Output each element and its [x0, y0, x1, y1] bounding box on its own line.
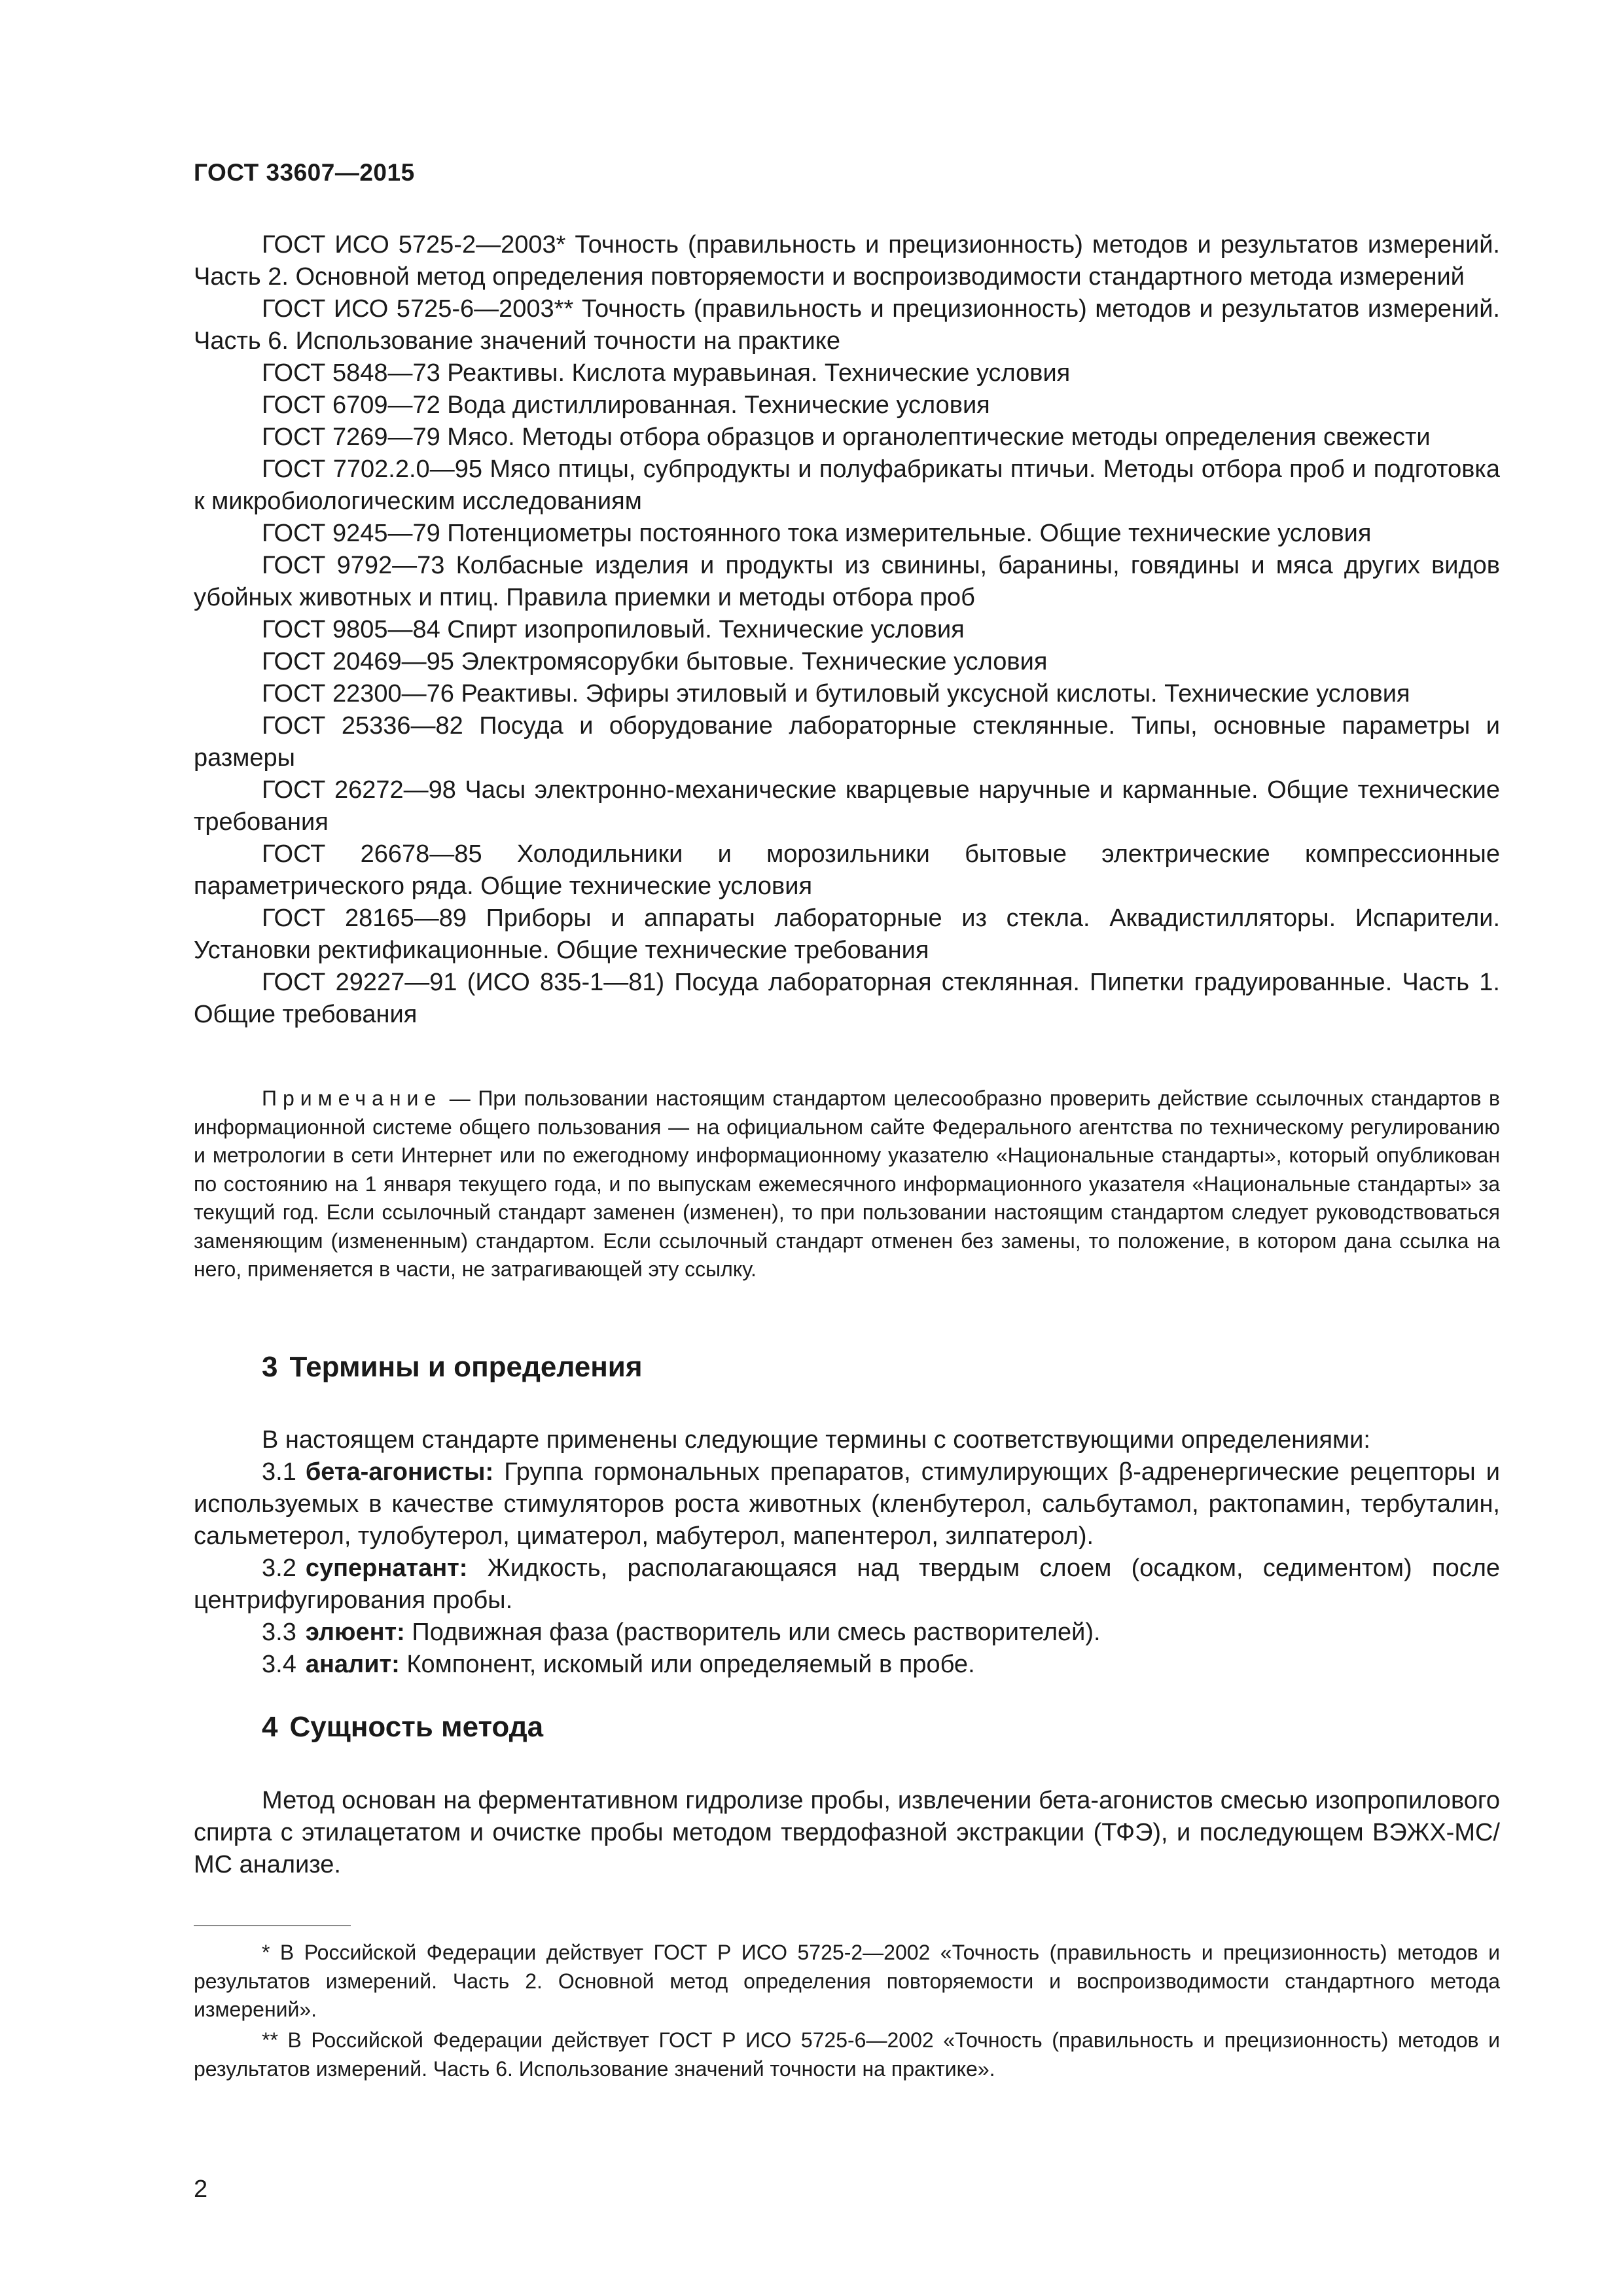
reference-item: ГОСТ 5848—73 Реактивы. Кислота муравьиная. Технические условия: [262, 359, 1071, 387]
term-text: Жидкость, располагающаяся над твердым слоем (осадком, седиментом) после центрифугирования пробы.: [194, 1554, 1501, 1614]
term-definition: [194, 1617, 1500, 1649]
page-number: 2: [194, 2176, 208, 2203]
term-name: элюент:: [305, 1619, 405, 1646]
term-text: Группа гормональных препаратов, стимулирующих β-адренергические рецепторы и используемых в качестве стимуляторов роста животных (кленбутерол, сальбутамол, рактопамин, тербуталин, сальметерол, тулобутерол, циматерол, мабутерол, мапентерол, зилпатерол).: [194, 1458, 1500, 1550]
reference-item: ГОСТ 9245—79 Потенциометры постоянного тока измерительные. Общие технические условия: [262, 520, 1372, 547]
reference-item: ГОСТ 26272—98 Часы электронно-механические кварцевые наручные и карманные. Общие технические требования: [194, 776, 1500, 836]
term-number: 3.2: [262, 1554, 296, 1582]
term-text: Подвижная фаза (растворитель или смесь растворителей).: [412, 1619, 1101, 1646]
term-name: супернатант:: [305, 1554, 468, 1582]
normative-references-list: [194, 229, 1500, 1031]
note-label: Примечание: [262, 1086, 442, 1110]
note-text: — При пользовании настоящим стандартом целесообразно проверить действие ссылочных стандартов в информационной системе общего пользования — на официальном сайте Федерального агентства по техническому регулированию и метрологии в сети Интернет или по ежегодному информационному указателю «Национальные стандарты», который опубликован по состоянию на 1 января текущего года, и по выпускам ежемесячного информационного указателя «Национальные стандарты» за текущий год. Если ссылочный стандарт заменен (изменен), то при пользовании настоящим стандартом следует руководствоваться заменяющим (измененным) стандартом. Если ссылочный стандарт отменен без замены, то положение, в котором дана ссылка на него, применяется в части, не затрагивающей эту ссылку.: [194, 1086, 1501, 1281]
section-3-heading: [262, 1351, 643, 1384]
reference-item: ГОСТ 29227—91 (ИСО 835-1—81) Посуда лабораторная стеклянная. Пипетки градуированные. Часть 1. Общие требования: [194, 969, 1500, 1028]
term-number: 3.3: [262, 1619, 296, 1646]
reference-item: ГОСТ ИСО 5725-2—2003* Точность (правильность и прецизионность) методов и результатов измерений. Часть 2. Основной метод определения повторяемости и воспроизводимости стандартного метода измерений: [194, 231, 1500, 291]
term-text: Компонент, искомый или определяемый в пробе.: [406, 1651, 975, 1678]
section-3-number: 3: [262, 1351, 278, 1383]
reference-item: ГОСТ 7702.2.0—95 Мясо птицы, субпродукты и полуфабрикаты птичьи. Методы отбора проб и подготовка к микробиологическим исследованиям: [194, 456, 1500, 515]
term-definition: [194, 1649, 1500, 1681]
reference-item: ГОСТ 9792—73 Колбасные изделия и продукты из свинины, баранины, говядины и мяса других видов убойных животных и птиц. Правила приемки и методы отбора проб: [194, 552, 1500, 611]
term-number: 3.4: [262, 1651, 296, 1678]
reference-item: ГОСТ 6709—72 Вода дистиллированная. Технические условия: [262, 391, 990, 419]
footnote: * В Российской Федерации действует ГОСТ Р ИСО 5725-2—2002 «Точность (правильность и прецизионность) методов и результатов измерений. Часть 2. Основной метод определения повторяемости и воспроизводимости стандартного метода измерений».: [194, 1941, 1500, 2021]
footnote-divider: [194, 1925, 351, 1926]
section-4-title: Сущность метода: [289, 1711, 544, 1743]
reference-item: ГОСТ 9805—84 Спирт изопропиловый. Технические условия: [262, 616, 965, 643]
term-name: бета-агонисты:: [305, 1458, 494, 1486]
references-note: [194, 1085, 1500, 1284]
reference-item: ГОСТ 26678—85 Холодильники и морозильники бытовые электрические компрессионные параметрического ряда. Общие технические условия: [194, 840, 1500, 900]
section-4-heading: [262, 1711, 543, 1744]
reference-item: ГОСТ 28165—89 Приборы и аппараты лабораторные из стекла. Аквадистилляторы. Испарители. Установки ректификационные. Общие технические требования: [194, 905, 1500, 964]
section-4-number: 4: [262, 1711, 278, 1743]
footnote: ** В Российской Федерации действует ГОСТ Р ИСО 5725-6—2002 «Точность (правильность и прецизионность) методов и результатов измерений. Часть 6. Использование значений точности на практике».: [194, 2028, 1500, 2081]
reference-item: ГОСТ 22300—76 Реактивы. Эфиры этиловый и бутиловый уксусной кислоты. Технические условия: [262, 680, 1410, 708]
section-3-intro: В настоящем стандарте применены следующие термины с соответствующими определениями:: [262, 1426, 1370, 1454]
section-4-text: Метод основан на ферментативном гидролизе пробы, извлечении бета-агонистов смесью изопропилового спирта с этилацетатом и очистке пробы методом твердофазной экстракции (ТФЭ), и последующем ВЭЖХ-МС/МС анализе.: [194, 1787, 1500, 1878]
reference-item: ГОСТ 20469—95 Электромясорубки бытовые. Технические условия: [262, 648, 1048, 675]
reference-item: ГОСТ 25336—82 Посуда и оборудование лабораторные стеклянные. Типы, основные параметры и размеры: [194, 712, 1500, 772]
term-number: 3.1: [262, 1458, 296, 1486]
term-definition: [194, 1552, 1500, 1617]
section-3-title: Термины и определения: [289, 1351, 643, 1383]
reference-item: ГОСТ 7269—79 Мясо. Методы отбора образцов и органолептические методы определения свежести: [262, 423, 1431, 451]
term-definition: [194, 1456, 1500, 1552]
document-code-header: ГОСТ 33607—2015: [194, 159, 415, 186]
term-name: аналит:: [305, 1651, 400, 1678]
reference-item: ГОСТ ИСО 5725-6—2003** Точность (правильность и прецизионность) методов и результатов измерений. Часть 6. Использование значений точности на практике: [194, 295, 1500, 355]
